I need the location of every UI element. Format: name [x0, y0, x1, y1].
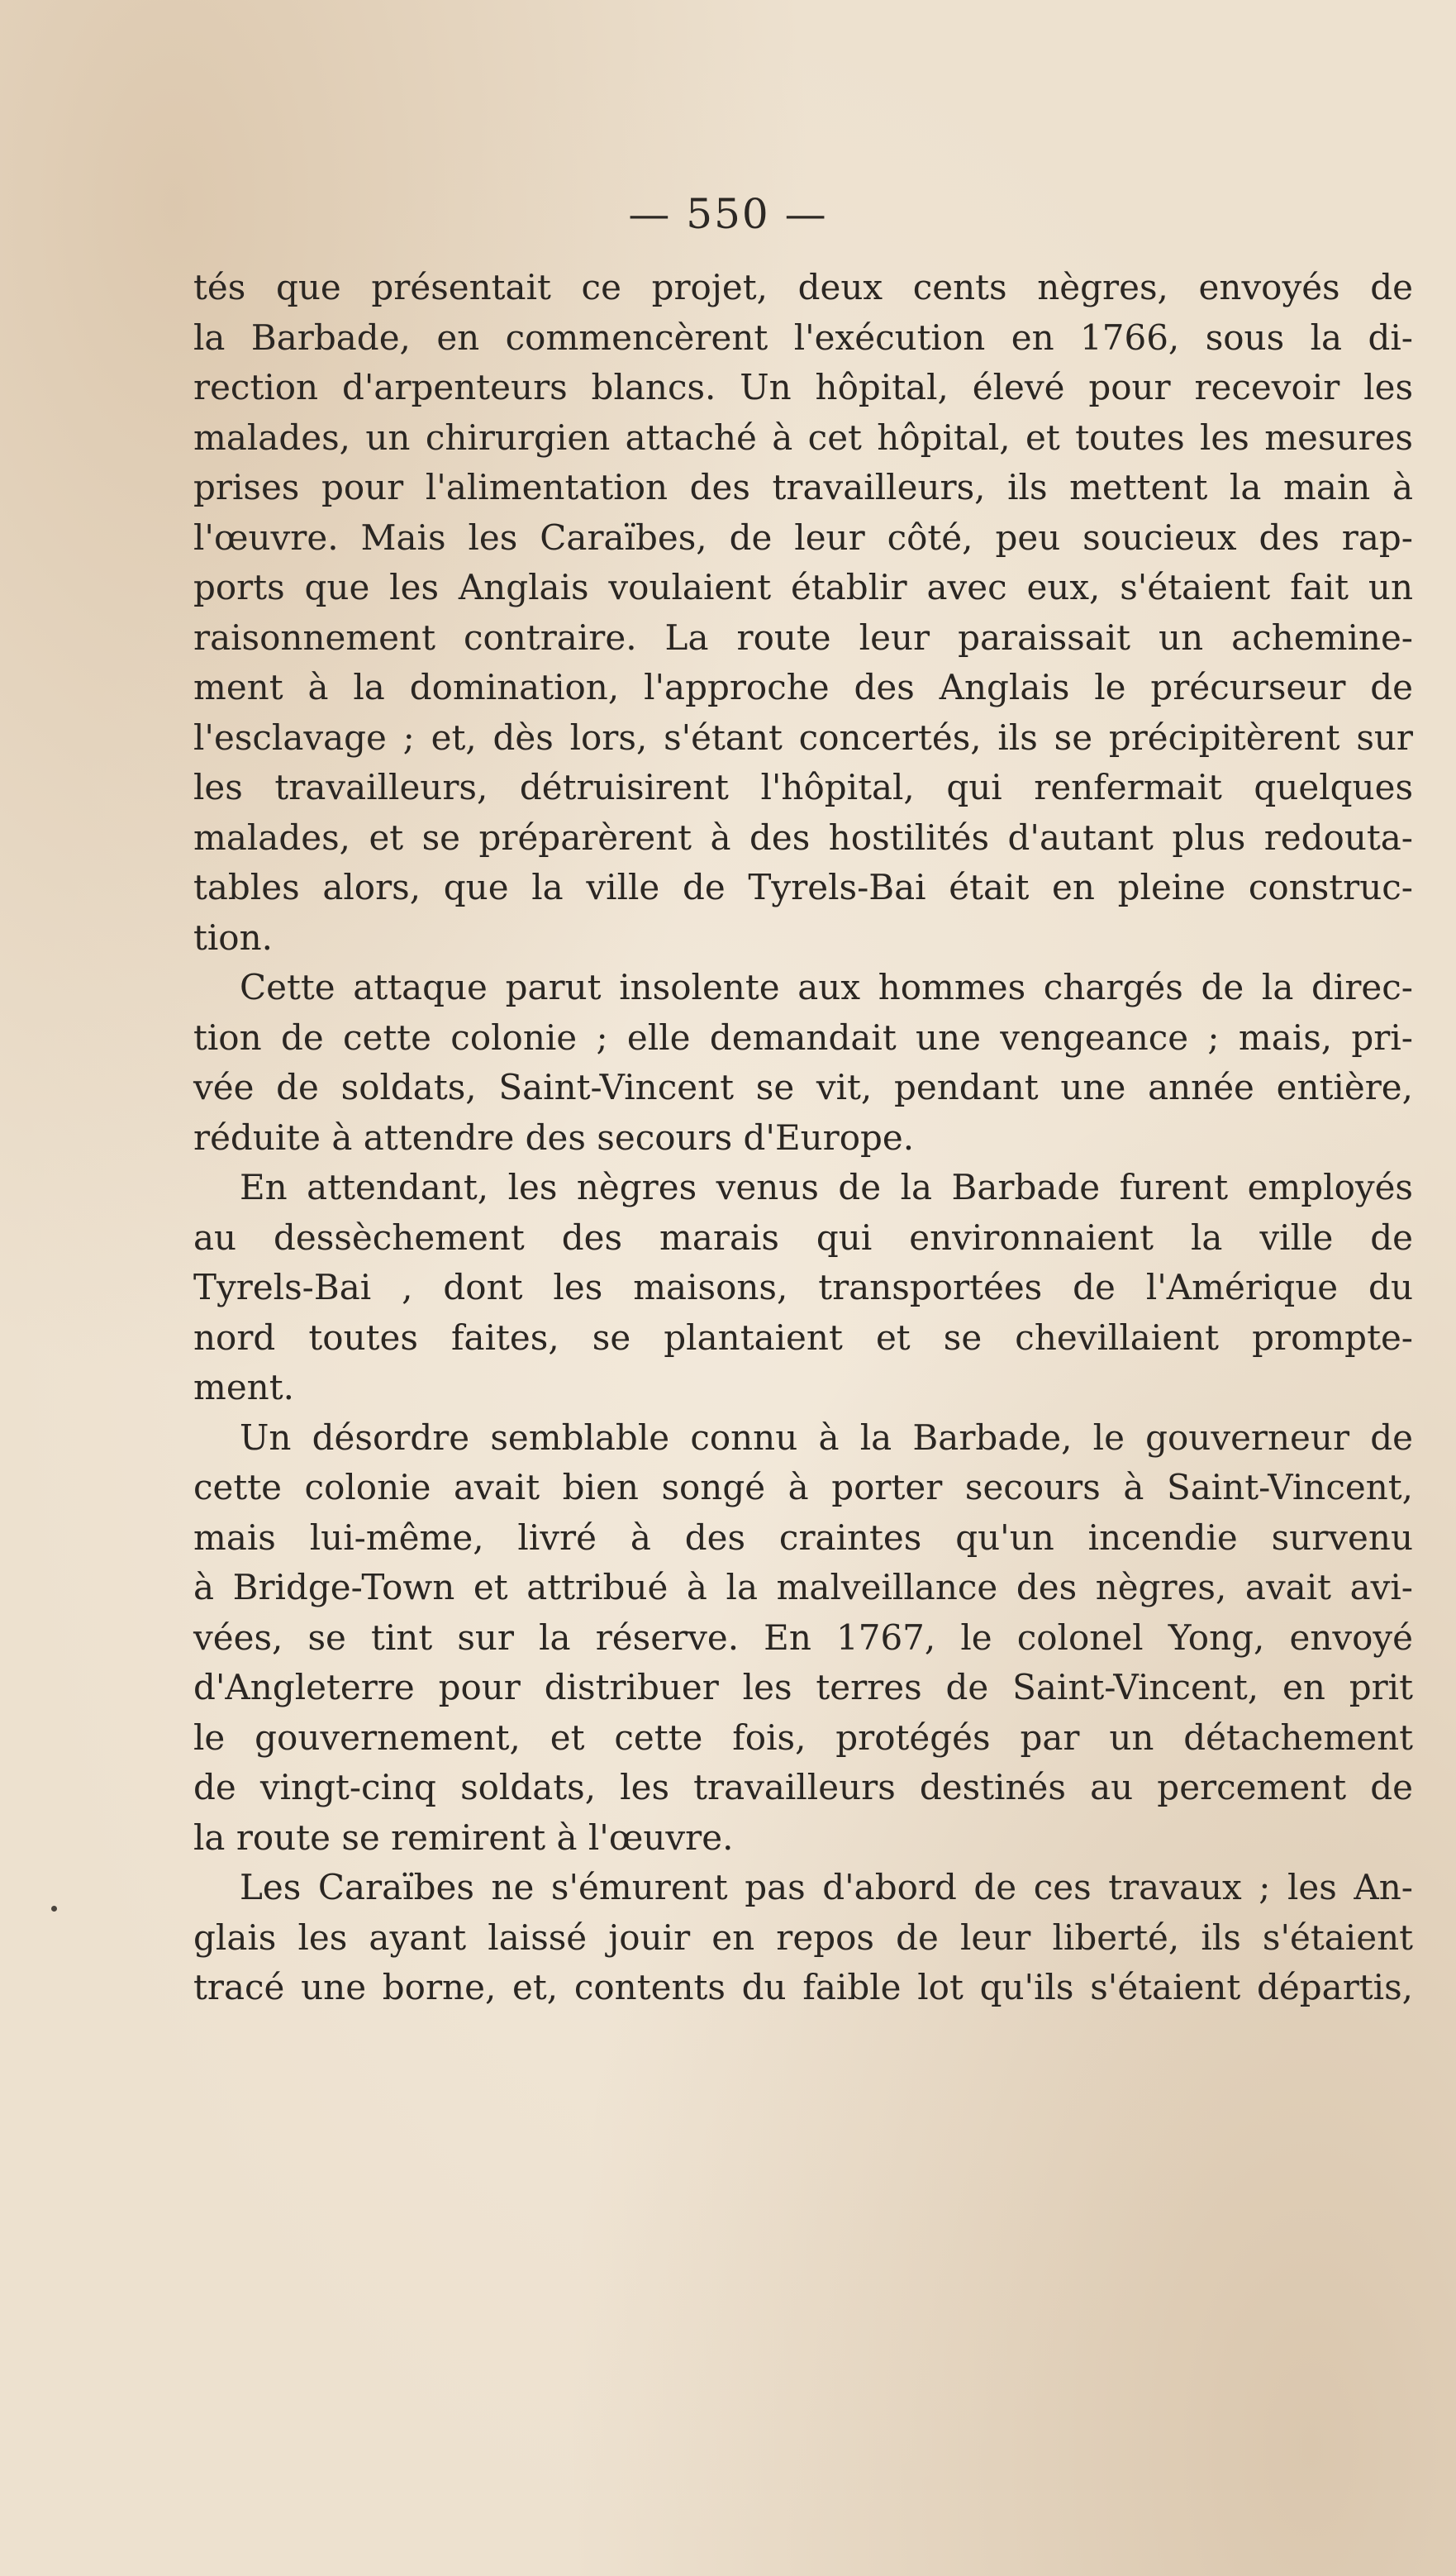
text-line: d'Angleterre pour distribuer les terres de Saint-Vincent, en prit	[193, 1667, 1413, 1707]
text-line: la Barbade, en commencèrent l'exécution en 1766, sous la di-	[193, 317, 1413, 358]
text-line: l'œuvre. Mais les Caraïbes, de leur côté, peu soucieux des rap-	[193, 517, 1413, 558]
text-line: malades, et se préparèrent à des hostilités d'autant plus redouta-	[193, 817, 1413, 858]
text-line: Cette attaque parut insolente aux hommes chargés de la direc-	[240, 967, 1413, 1007]
text-line: tion de cette colonie ; elle demandait une vengeance ; mais, pri-	[193, 1017, 1413, 1058]
text-line: Les Caraïbes ne s'émurent pas d'abord de ces travaux ; les An-	[240, 1867, 1413, 1907]
text-line: tables alors, que la ville de Tyrels-Bai était en pleine construc-	[193, 867, 1413, 907]
text-line: En attendant, les nègres venus de la Barbade furent employés	[240, 1167, 1413, 1207]
text-line: glais les ayant laissé jouir en repos de leur liberté, ils s'étaient	[193, 1917, 1413, 1958]
text-line: Un désordre semblable connu à la Barbade, le gouverneur de	[240, 1417, 1413, 1458]
text-line: rection d'arpenteurs blancs. Un hôpital, élevé pour recevoir les	[193, 367, 1413, 407]
text-line: la route se remirent à l'œuvre.	[193, 1817, 734, 1858]
text-line: vées, se tint sur la réserve. En 1767, le colonel Yong, envoyé	[193, 1617, 1413, 1658]
text-line: raisonnement contraire. La route leur paraissait un achemine-	[193, 617, 1413, 658]
text-line: de vingt-cinq soldats, les travailleurs destinés au percement de	[193, 1767, 1413, 1807]
body-text	[193, 263, 1413, 2013]
text-line: ment.	[193, 1367, 294, 1407]
text-line: vée de soldats, Saint-Vincent se vit, pendant une année entière,	[193, 1067, 1413, 1107]
text-line: réduite à attendre des secours d'Europe.	[193, 1117, 915, 1158]
paragraph	[193, 1163, 1413, 1413]
text-line: nord toutes faites, se plantaient et se chevillaient prompte-	[193, 1317, 1413, 1358]
paragraph	[193, 1863, 1413, 2013]
paragraph	[193, 963, 1413, 1163]
text-line: tés que présentait ce projet, deux cents nègres, envoyés de	[193, 267, 1413, 307]
text-line: tracé une borne, et, contents du faible lot qu'ils s'étaient départis,	[193, 1967, 1413, 2007]
text-line: malades, un chirurgien attaché à cet hôpital, et toutes les mesures	[193, 417, 1413, 458]
text-line: les travailleurs, détruisirent l'hôpital, qui renfermait quelques	[193, 767, 1413, 807]
text-line: le gouvernement, et cette fois, protégés par un détachement	[193, 1717, 1413, 1758]
text-line: Tyrels-Bai , dont les maisons, transportées de l'Amérique du	[193, 1267, 1413, 1307]
text-line: au dessèchement des marais qui environnaient la ville de	[193, 1217, 1413, 1258]
text-line: à Bridge-Town et attribué à la malveillance des nègres, avait avi-	[193, 1567, 1413, 1607]
text-line: cette colonie avait bien songé à porter secours à Saint-Vincent,	[193, 1467, 1413, 1507]
text-line: ports que les Anglais voulaient établir avec eux, s'étaient fait un	[193, 567, 1413, 607]
paragraph	[193, 263, 1413, 963]
text-line: mais lui-même, livré à des craintes qu'un incendie survenu	[193, 1517, 1413, 1558]
margin-mark	[51, 1906, 57, 1912]
paragraph	[193, 1413, 1413, 1864]
page-number: — 550 —	[628, 190, 828, 238]
text-line: tion.	[193, 917, 273, 958]
text-line: l'esclavage ; et, dès lors, s'étant concertés, ils se précipitèrent sur	[193, 717, 1413, 758]
text-line: prises pour l'alimentation des travailleurs, ils mettent la main à	[193, 467, 1413, 507]
text-line: ment à la domination, l'approche des Anglais le précurseur de	[193, 667, 1413, 707]
